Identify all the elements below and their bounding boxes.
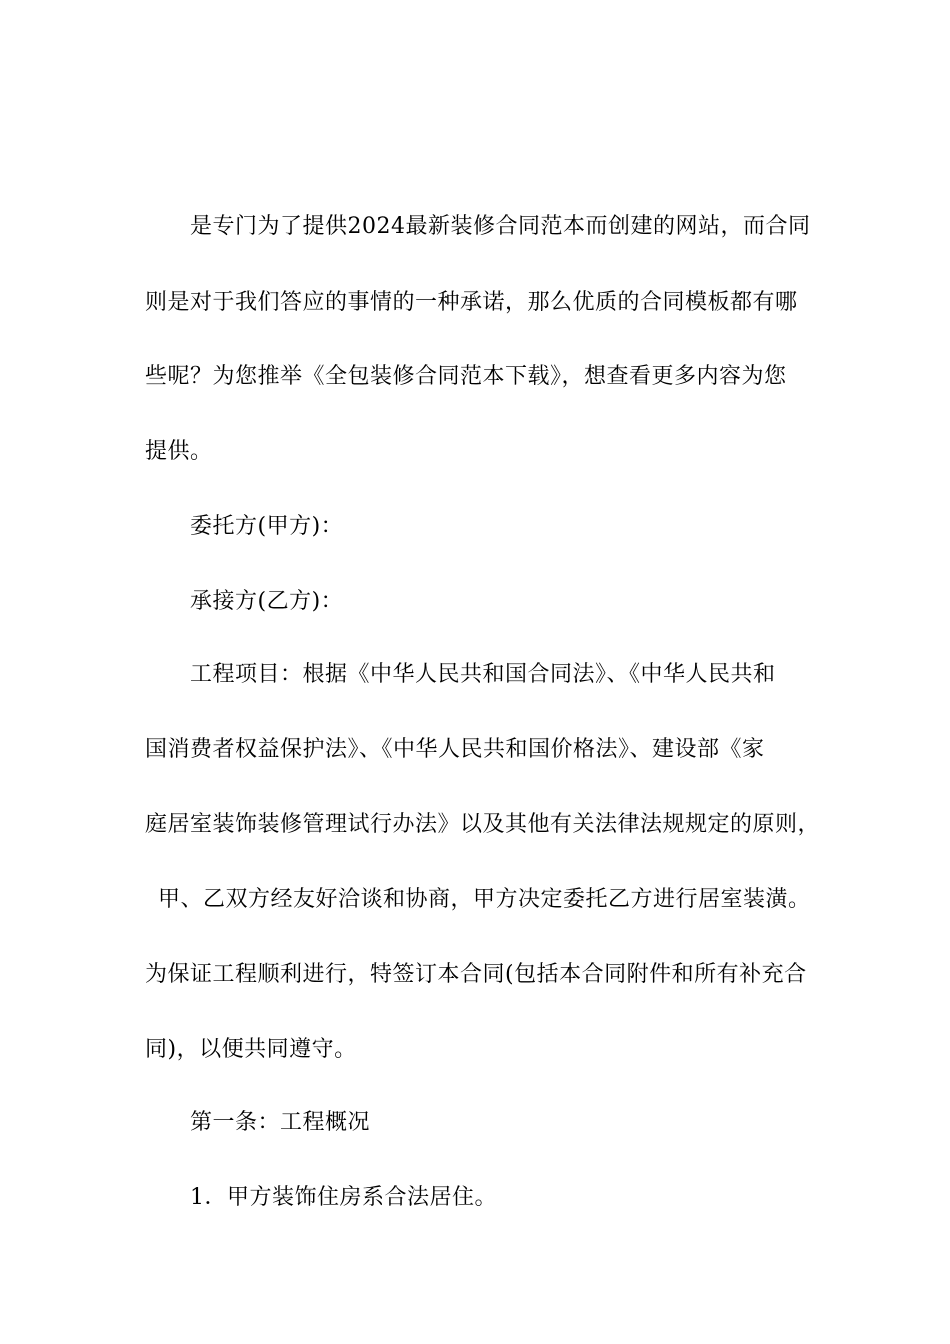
intro-line-4: 提供。 <box>145 439 213 464</box>
project-line-4: 甲、乙双方经友好洽谈和协商，甲方决定委托乙方进行居室装潢。 <box>158 887 811 912</box>
client-party-a: 委托方(甲方)： <box>190 514 344 539</box>
project-line-6: 同)，以便共同遵守。 <box>145 1037 357 1062</box>
article-one-heading: 第一条：工程概况 <box>190 1110 371 1135</box>
project-line-3: 庭居室装饰装修管理试行办法》以及其他有关法律法规规定的原则， <box>145 812 821 837</box>
intro-line-2: 则是对于我们答应的事情的一种承诺，那么优质的合同模板都有哪 <box>145 290 798 315</box>
article-one-item-1: 1．甲方装饰住房系合法居住。 <box>190 1185 497 1210</box>
project-line-5: 为保证工程顺利进行，特签订本合同(包括本合同附件和所有补充合 <box>145 962 807 987</box>
project-line-2: 国消费者权益保护法》、《中华人民共和国价格法》、建设部《家 <box>145 737 765 762</box>
intro-line-3: 些呢？为您推举《全包装修合同范本下载》，想查看更多内容为您 <box>145 364 787 389</box>
intro-line-1: 是专门为了提供2024最新装修合同范本而创建的网站，而合同 <box>190 214 811 239</box>
contractor-party-b: 承接方(乙方)： <box>190 589 344 614</box>
project-line-1: 工程项目：根据《中华人民共和国合同法》、《中华人民共和 <box>190 662 776 687</box>
